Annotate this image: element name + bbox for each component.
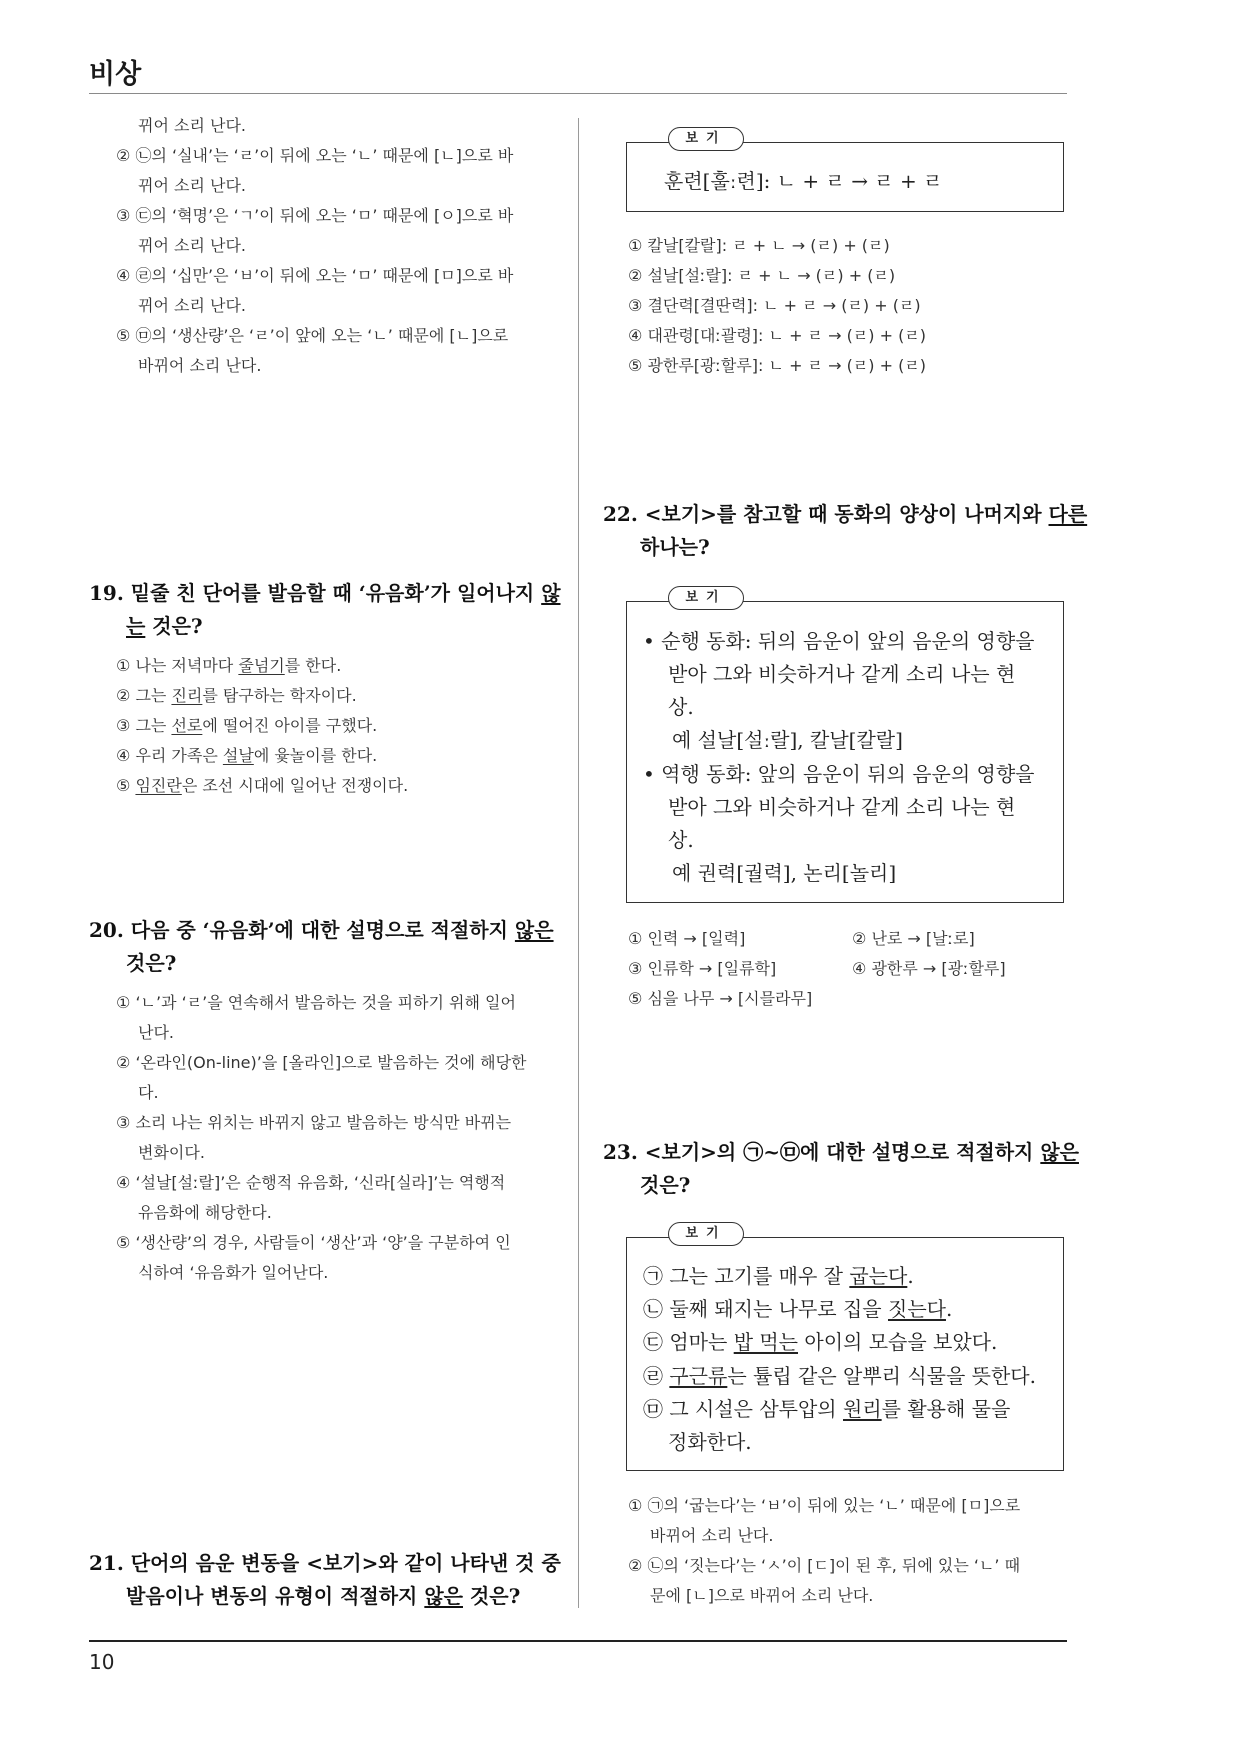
option-text: ‘생산량’의 경우, 사람들이 ‘생산’과 ‘양’을 구분하여 인 [135,1233,511,1252]
q20-line: 다. [138,1083,159,1102]
q22-option-5[interactable] [628,991,812,1007]
q18-line: 뀌어 소리 난다. [138,116,246,135]
option-marker: ① [628,929,643,948]
option-text: 결단력[결딴력]: ㄴ + ㄹ → (ㄹ) + (ㄹ) [647,296,921,315]
q20-option-3[interactable] [116,1115,511,1131]
q21-option-1[interactable] [628,238,890,254]
q23-option-1[interactable] [628,1498,1020,1514]
q21-bogi-text: 훈련[훌ː련]: ㄴ + ㄹ → ㄹ + ㄹ [664,169,943,193]
option-marker: ③ [116,1113,131,1132]
target-word: 임진란 [135,776,182,795]
q19-prompt: 19. 밑줄 친 단어를 발음할 때 ‘유음화’가 일어나지 않 [89,581,561,605]
page-number: 10 [89,1650,115,1674]
q22-bogi-example: 예 설날[설ː랄], 칼날[칼랄] [672,728,903,752]
q22-prompt-cont: 하나는? [640,535,710,559]
q23-bogi-line: ㉣ 구근류는 튤립 같은 알뿌리 식물을 뜻한다. [643,1364,1036,1388]
option-marker: ② [852,929,867,948]
q23-line: 문에 [ㄴ]으로 바뀌어 소리 난다. [650,1586,874,1605]
option-marker: ⑤ [628,356,643,375]
option-marker: ⑤ [116,1233,131,1252]
option-marker: ① [628,1496,643,1515]
option-text: 광한루 → [광ː할루] [871,959,1006,978]
option-text: ㉣의 ‘십만’은 ‘ㅂ’이 뒤에 오는 ‘ㅁ’ 때문에 [ㅁ]으로 바 [135,266,514,285]
q21-prompt: 21. 단어의 음운 변동을 <보기>와 같이 나타낸 것 중 [89,1551,561,1575]
q20-line: 변화이다. [138,1143,205,1162]
q22-option-2[interactable] [852,931,975,947]
q20-option-2[interactable] [116,1055,527,1071]
option-text: ㉡의 ‘실내’는 ‘ㄹ’이 뒤에 오는 ‘ㄴ’ 때문에 [ㄴ]으로 바 [135,146,514,165]
q19-option-5[interactable]: ⑤ 임진란은 조선 시대에 일어난 전쟁이다. [116,776,409,795]
q23-bogi-line: ㉠ 그는 고기를 매우 잘 굽는다. [643,1264,914,1288]
option-marker: ⑤ [116,776,131,795]
option-marker: ③ [116,206,131,225]
option-text: ㉡의 ‘짓는다’는 ‘ㅅ’이 [ㄷ]이 된 후, 뒤에 있는 ‘ㄴ’ 때 [647,1556,1021,1575]
q22-bogi-line: 상. [668,695,694,719]
q22-bogi-example: 예 권력[궐력], 논리[놀리] [672,861,897,885]
option-marker: ① [116,656,131,675]
column-divider [578,118,579,1608]
option-text: 소리 나는 위치는 바뀌지 않고 발음하는 방식만 바뀌는 [135,1113,512,1132]
option-text: 칼날[칼랄]: ㄹ + ㄴ → (ㄹ) + (ㄹ) [647,236,890,255]
q20-line: 난다. [138,1023,174,1042]
q23-bogi-line: ㉡ 둘째 돼지는 나무로 집을 짓는다. [643,1297,953,1321]
q20-prompt: 20. 다음 중 ‘유음화’에 대한 설명으로 적절하지 않은 [89,918,554,942]
q18-line: 뀌어 소리 난다. [138,236,246,255]
q18-option-5[interactable] [116,328,508,344]
header-title: 비상 [89,59,142,90]
q23-prompt: 23. <보기>의 ㉠~㉤에 대한 설명으로 적절하지 않은 [603,1140,1079,1164]
q21-option-5[interactable] [628,358,926,374]
option-text: ㉠의 ‘굽는다’는 ‘ㅂ’이 뒤에 있는 ‘ㄴ’ 때문에 [ㅁ]으로 [647,1496,1021,1515]
option-marker: ② [116,686,131,705]
q19-option-1[interactable]: ① 나는 저녁마다 줄넘기를 한다. [116,656,342,675]
q20-line: 유음화에 해당한다. [138,1203,272,1222]
q18-option-4[interactable] [116,268,513,284]
q20-option-1[interactable] [116,995,516,1011]
q21-option-2[interactable] [628,268,895,284]
option-marker: ④ [116,1173,131,1192]
option-marker: ② [628,1556,643,1575]
option-marker: ⑤ [628,989,643,1008]
q21-prompt-cont: 발음이나 변동의 유형이 적절하지 않은 것은? [126,1584,521,1608]
option-text: 설날[설ː랄]: ㄹ + ㄴ → (ㄹ) + (ㄹ) [647,266,896,285]
option-marker: ② [116,1053,131,1072]
option-marker: ③ [628,296,643,315]
option-marker: ④ [852,959,867,978]
option-text: 인류학 → [일류학] [647,959,777,978]
option-marker: ④ [116,746,131,765]
option-marker: ① [116,993,131,1012]
option-text: ㉢의 ‘혁명’은 ‘ㄱ’이 뒤에 오는 ‘ㅁ’ 때문에 [ㅇ]으로 바 [135,206,514,225]
q18-option-3[interactable] [116,208,513,224]
q22-option-3[interactable] [628,961,776,977]
q23-prompt-cont: 것은? [640,1173,691,1197]
q18-option-2[interactable] [116,148,513,164]
q18-line: 뀌어 소리 난다. [138,176,246,195]
q19-prompt-cont: 는 것은? [126,614,203,638]
q19-option-3[interactable]: ③ 그는 선로에 떨어진 아이를 구했다. [116,716,378,735]
q20-prompt-cont: 것은? [126,951,177,975]
option-text: 인력 → [일력] [647,929,746,948]
q19-option-4[interactable]: ④ 우리 가족은 설날에 윷놀이를 한다. [116,746,378,765]
q22-option-1[interactable] [628,931,745,947]
option-marker: ③ [116,716,131,735]
option-marker: ④ [628,326,643,345]
option-text: 대관령[대ː괄령]: ㄴ + ㄹ → (ㄹ) + (ㄹ) [647,326,927,345]
option-text: 광한루[광ː할루]: ㄴ + ㄹ → (ㄹ) + (ㄹ) [647,356,927,375]
q20-line: 식하여 ‘유음화가 일어난다. [138,1263,329,1282]
q20-option-5[interactable] [116,1235,511,1251]
option-text: 난로 → [날ː로] [871,929,975,948]
option-marker: ② [116,146,131,165]
q21-option-3[interactable] [628,298,921,314]
q22-bogi-line: 받아 그와 비슷하거나 같게 소리 나는 현 [668,795,1016,819]
q23-bogi-line: ㉤ 그 시설은 삼투압의 원리를 활용해 물을 [643,1397,1011,1421]
option-text: 심을 나무 → [시믈라무] [647,989,813,1008]
option-text: ㉤의 ‘생산량’은 ‘ㄹ’이 앞에 오는 ‘ㄴ’ 때문에 [ㄴ]으로 [135,326,509,345]
q20-option-4[interactable] [116,1175,505,1191]
q22-bogi-line: • 역행 동화: 앞의 음운이 뒤의 음운의 영향을 [643,762,1035,786]
option-marker: ③ [628,959,643,978]
footer-divider [89,1640,1067,1642]
target-word: 진리 [171,686,203,705]
option-marker: ② [628,266,643,285]
q23-option-2[interactable] [628,1558,1020,1574]
q22-prompt: 22. <보기>를 참고할 때 동화의 양상이 나머지와 다른 [603,502,1088,526]
q23-line: 바뀌어 소리 난다. [650,1526,774,1545]
option-marker: ④ [116,266,131,285]
bogi-label: 보기 [668,127,744,151]
target-word: 설날 [222,746,254,765]
target-word: 줄넘기 [238,656,285,675]
q22-bogi-line: 받아 그와 비슷하거나 같게 소리 나는 현 [668,662,1016,686]
q23-bogi-line: ㉢ 엄마는 밥 먹는 아이의 모습을 보았다. [643,1330,998,1354]
q22-option-4[interactable] [852,961,1006,977]
header-divider [89,93,1067,94]
q18-line: 뀌어 소리 난다. [138,296,246,315]
q22-bogi-line: • 순행 동화: 뒤의 음운이 앞의 음운의 영향을 [643,629,1035,653]
option-text: ‘온라인(On-line)’을 [올라인]으로 발음하는 것에 해당한 [135,1053,527,1072]
option-marker: ① [628,236,643,255]
option-marker: ⑤ [116,326,131,345]
bogi-label: 보기 [668,586,744,610]
option-text: ‘ㄴ’과 ‘ㄹ’을 연속해서 발음하는 것을 피하기 위해 일어 [135,993,516,1012]
q19-option-2[interactable]: ② 그는 진리를 탐구하는 학자이다. [116,686,357,705]
q23-bogi-line: 정화한다. [668,1430,752,1454]
q18-line: 바뀌어 소리 난다. [138,356,262,375]
option-text: ‘설날[설ː랄]’은 순행적 유음화, ‘신라[실라]’는 역행적 [135,1173,506,1192]
q22-bogi-line: 상. [668,828,694,852]
q21-option-4[interactable] [628,328,926,344]
target-word: 선로 [171,716,203,735]
bogi-label: 보기 [668,1222,744,1246]
